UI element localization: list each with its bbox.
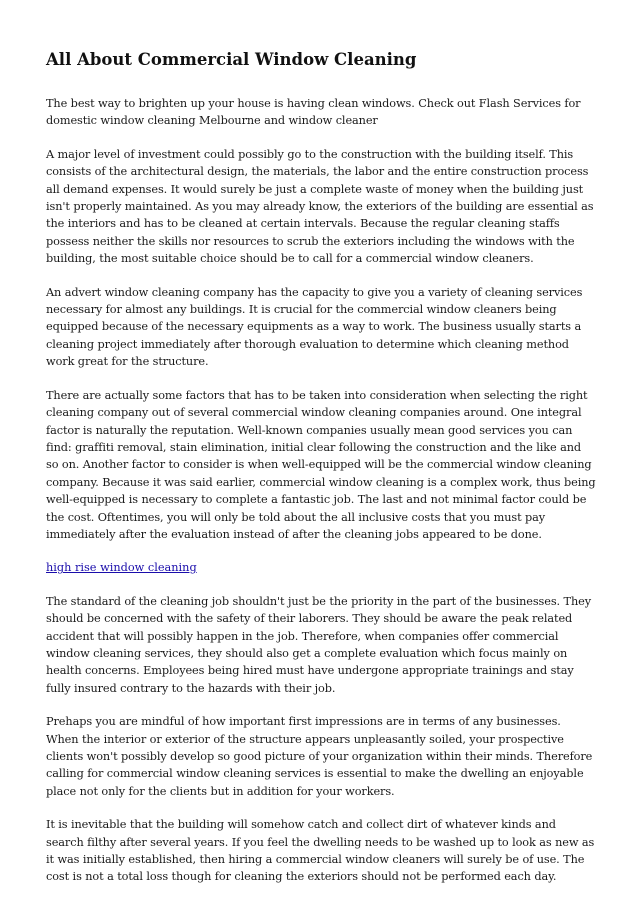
high-rise-cleaning-link[interactable]: high rise window cleaning — [46, 561, 197, 575]
paragraph-conclusion: It is inevitable that the building will somehow catch and collect dirt of whatever kinds and search filthy after several years. If you feel the dwelling needs to be washed up to look as new as it was initially established, then hiring a commercial window cleaners will surely be of use. The cost is not a total loss though for cleaning the exteriors should not be performed each day. — [46, 818, 595, 884]
paragraph-safety: The standard of the cleaning job shouldn't just be the priority in the part of the businesses. They should be concerned with the safety of their laborers. They should be aware the peak related accident that will possibly happen in the job. Therefore, when companies offer commercial window cleaning services, they should also get a complete evaluation which focus mainly on health concerns. Employees being hired must have undergone appropriate trainings and stay fully insured contrary to the hazards with their job. — [46, 594, 591, 695]
document-page — [46, 48, 596, 902]
paragraph-services: An advert window cleaning company has the capacity to give you a variety of cleaning services necessary for almost any buildings. It is crucial for the commercial window cleaners being equipped because of the necessary equipments as a way to work. The business usually starts a cleaning project immediately after thorough evaluation to determine which cleaning method work great for the structure. — [46, 285, 583, 369]
page-title: All About Commercial Window Cleaning — [46, 50, 417, 69]
paragraph-intro: The best way to brighten up your house is having clean windows. Check out Flash Services for domestic window cleaning Melbourne and window cleaner — [46, 97, 581, 128]
paragraph-factors: There are actually some factors that has to be taken into consideration when selecting the right cleaning company out of several commercial window cleaning companies around. One integral factor is naturally the reputation. Well-known companies usually mean good services you can find: graffiti removal, stain elimination, initial clear following the construction and the like and so on. Another factor to consider is when well-equipped will be the commercial window cleaning company. Because it was said earlier, commercial window cleaning is a complex work, thus being well-equipped is necessary to complete a fantastic job. The last and not minimal factor could be the cost. Oftentimes, you will only be told about the all inclusive costs that you must pay immediately after the evaluation instead of after the cleaning jobs appeared to be done. — [46, 388, 596, 541]
paragraph-investment: A major level of investment could possibly go to the construction with the building itself. This consists of the architectural design, the materials, the labor and the entire construction process all demand expenses. It would surely be just a complete waste of money when the building just isn't properly maintained. As you may already know, the exteriors of the building are essential as the interiors and has to be cleaned at certain intervals. Because the regular cleaning staffs possess neither the skills nor resources to scrub the exteriors including the windows with the building, the most suitable choice should be to call for a commercial window cleaners. — [46, 147, 594, 266]
paragraph-impressions: Prehaps you are mindful of how important first impressions are in terms of any businesses. When the interior or exterior of the structure appears unpleasantly soiled, your prospective clients won't possibly develop so good picture of your organization within their minds. Therefore calling for commercial window cleaning services is essential to make the dwelling an enjoyable place not only for the clients but in addition for your workers. — [46, 715, 593, 798]
